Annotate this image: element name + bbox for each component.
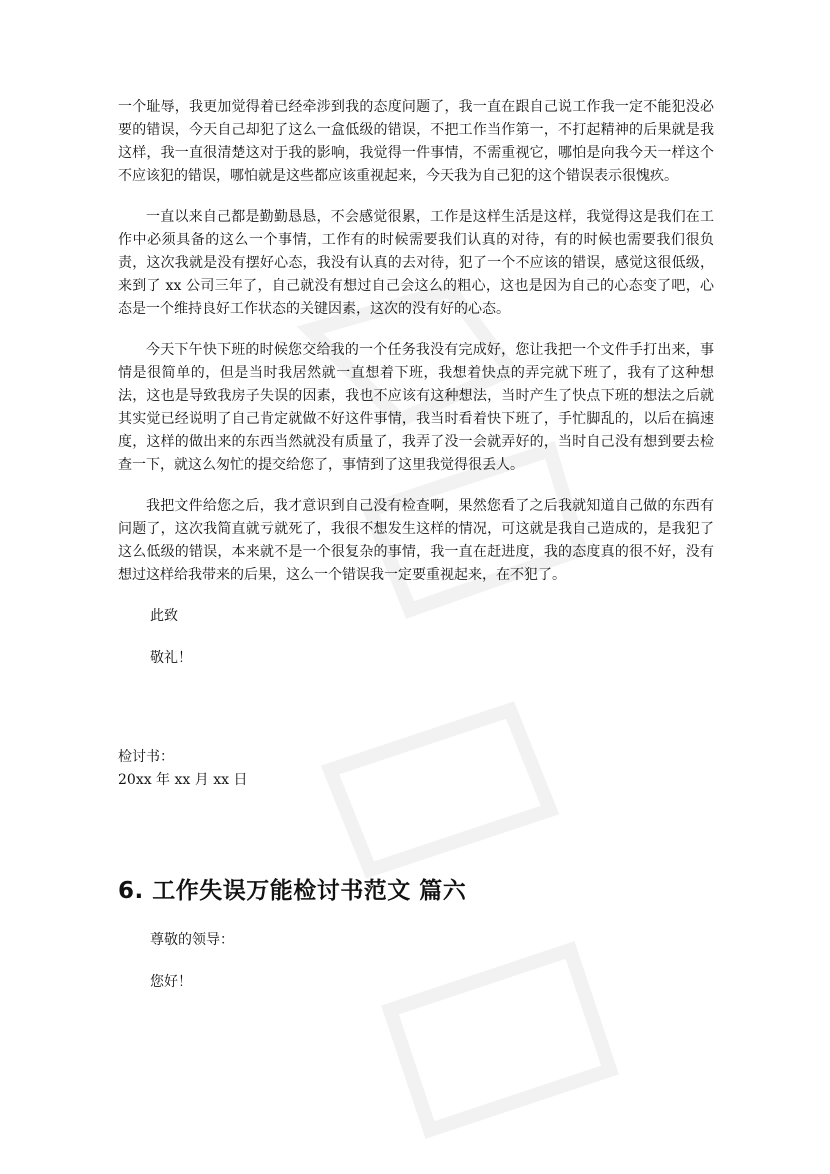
closing-line-1: 此致 [150,608,178,624]
document-body [118,96,714,1013]
paragraph-1: 一个耻辱，我更加觉得着已经牵涉到我的态度问题了，我一直在跟自己说工作我一定不能犯没必要的错误，今天自己却犯了这么一盒低级的错误，不把工作当作第一，不打起精神的后果就是我这样，我一直很清楚这对于我的影响，我觉得一件事情，不需重视它，哪怕是向我今天一样这个不应该犯的错误，哪怕就是这些都应该重视起来，今天我为自己犯的这个错误表示很愧疚。 [118,99,714,184]
salutation: 尊敬的领导： [150,932,234,948]
signature-date: 20xx 年 xx 月 xx 日 [118,772,248,788]
paragraph-2: 一直以来自己都是勤勤恳恳，不会感觉很累，工作是这样生活是这样，我觉得这是我们在工作中必须具备的这么一个事情，工作有的时候需要我们认真的对待，有的时候也需要我们很负责，这次我就是没有摆好心态，我没有认真的去对待，犯了一个不应该的错误，感觉这很低级，来到了 xx 公司三年了，自己就没有想过自己会这么的粗心，这也是因为自己的心态变了吧，心态是一个维持良好工作状态的关键因素，这次的没有好的心态。 [118,209,714,317]
paragraph-3: 今天下午快下班的时候您交给我的一个任务我没有完成好，您让我把一个文件手打出来，事情是很简单的，但是当时我居然就一直想着下班，我想着快点的弄完就下班了，我有了这种想法，这也是导致我房子失误的因素，我也不应该有这种想法，当时产生了快点下班的想法之后就其实觉已经说明了自己肯定就做不好这件事情，我当时看着快下班了，手忙脚乱的，以后在搞速度，这样的做出来的东西当然就没有质量了，我弄了没一会就弄好的，当时自己没有想到要去检查一下，就这么匆忙的提交给您了，事情到了这里我觉得很丢人。 [118,342,714,473]
section-heading: 6. 工作失误万能检讨书范文 篇六 [118,878,467,904]
signature-name: 检讨书： [118,749,174,765]
signature-block [118,746,714,792]
paragraph-4: 我把文件给您之后，我才意识到自己没有检查啊，果然您看了之后我就知道自己做的东西有问题了，这次我简直就亏就死了，我很不想发生这样的情况，可这就是我自己造成的，是我犯了这么低级的错误，本来就不是一个很复杂的事情，我一直在赶进度，我的态度真的很不好，没有想过这样给我带来的后果，这么一个错误我一定要重视起来，在不犯了。 [118,498,714,583]
closing-line-2: 敬礼！ [150,650,192,666]
greeting: 您好！ [150,974,192,990]
